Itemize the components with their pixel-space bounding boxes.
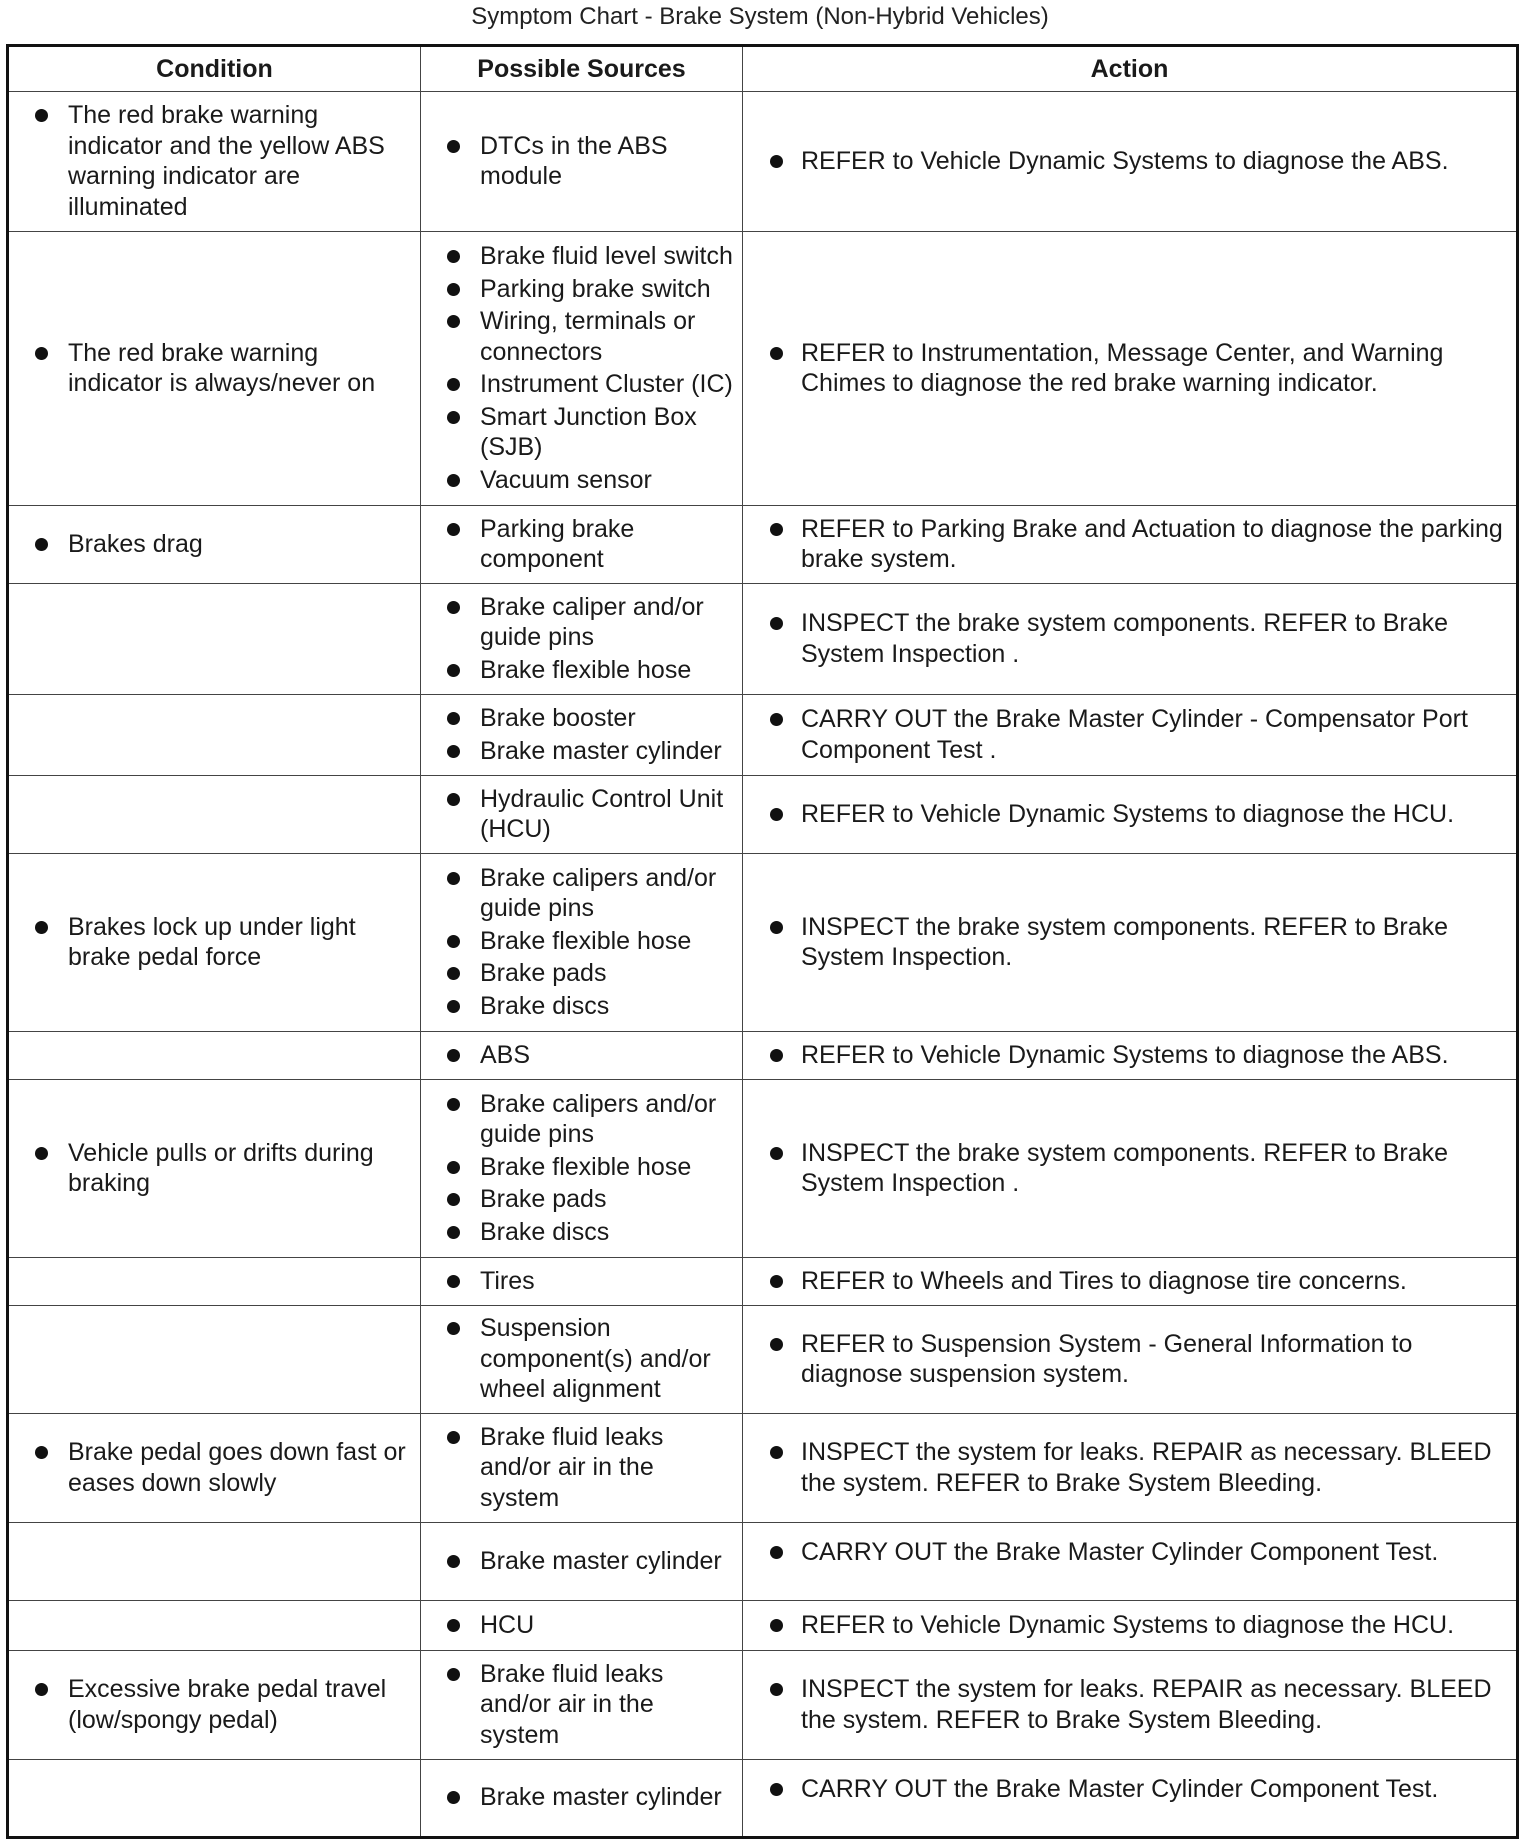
symptom-chart-table bbox=[6, 44, 1519, 1839]
source-item: Instrument Cluster (IC) bbox=[421, 369, 736, 400]
source-item: Brake fluid level switch bbox=[421, 241, 736, 272]
source-item: Brake master cylinder bbox=[421, 1546, 736, 1577]
possible-sources-cell bbox=[421, 1601, 743, 1651]
action-cell bbox=[743, 1032, 1518, 1080]
table-row bbox=[8, 1523, 1518, 1601]
action-text: INSPECT the system for leaks. REPAIR as necessary. BLEED the system. REFER to Brake System Bleeding. bbox=[743, 1674, 1510, 1735]
table-row bbox=[8, 1601, 1518, 1651]
source-item: Brake calipers and/or guide pins bbox=[421, 863, 736, 924]
condition-cell bbox=[8, 1258, 421, 1306]
condition-text: The red brake warning indicator and the yellow ABS warning indicator are illuminated bbox=[9, 100, 414, 222]
source-item: Brake flexible hose bbox=[421, 926, 736, 957]
condition-text: Vehicle pulls or drifts during braking bbox=[9, 1138, 414, 1199]
table-row bbox=[8, 1258, 1518, 1306]
condition-cell bbox=[8, 1414, 421, 1523]
action-text: REFER to Vehicle Dynamic Systems to diagnose the ABS. bbox=[743, 146, 1510, 177]
condition-text: Brakes lock up under light brake pedal force bbox=[9, 912, 414, 973]
condition-text: Brakes drag bbox=[9, 529, 414, 560]
source-item: Brake master cylinder bbox=[421, 736, 736, 767]
action-cell bbox=[743, 1080, 1518, 1258]
action-cell bbox=[743, 1306, 1518, 1414]
possible-sources-cell bbox=[421, 92, 743, 232]
possible-sources-cell bbox=[421, 1651, 743, 1760]
source-item: Brake discs bbox=[421, 1217, 736, 1248]
condition-cell bbox=[8, 232, 421, 506]
table-row bbox=[8, 1306, 1518, 1414]
possible-sources-cell bbox=[421, 1306, 743, 1414]
possible-sources-cell bbox=[421, 776, 743, 854]
action-cell bbox=[743, 1651, 1518, 1760]
source-item: Brake fluid leaks and/or air in the system bbox=[421, 1659, 736, 1751]
action-text: CARRY OUT the Brake Master Cylinder Component Test. bbox=[743, 1537, 1510, 1568]
source-item: Wiring, terminals or connectors bbox=[421, 306, 736, 367]
condition-text: Brake pedal goes down fast or eases down slowly bbox=[9, 1437, 414, 1498]
possible-sources-cell bbox=[421, 1414, 743, 1523]
table-row bbox=[8, 1032, 1518, 1080]
condition-cell bbox=[8, 1601, 421, 1651]
action-text: INSPECT the system for leaks. REPAIR as necessary. BLEED the system. REFER to Brake System Bleeding. bbox=[743, 1437, 1510, 1498]
condition-text: The red brake warning indicator is always/never on bbox=[9, 338, 414, 399]
action-cell bbox=[743, 695, 1518, 776]
source-item: Brake flexible hose bbox=[421, 1152, 736, 1183]
possible-sources-cell bbox=[421, 1523, 743, 1601]
possible-sources-cell bbox=[421, 1760, 743, 1838]
source-item: Brake discs bbox=[421, 991, 736, 1022]
action-cell bbox=[743, 1523, 1518, 1601]
source-item: Brake pads bbox=[421, 1184, 736, 1215]
table-row bbox=[8, 584, 1518, 695]
source-item: Brake booster bbox=[421, 703, 736, 734]
possible-sources-cell bbox=[421, 1258, 743, 1306]
action-text: REFER to Parking Brake and Actuation to diagnose the parking brake system. bbox=[743, 514, 1510, 575]
action-cell bbox=[743, 854, 1518, 1032]
condition-cell bbox=[8, 1651, 421, 1760]
header-action: Action bbox=[743, 46, 1518, 92]
source-item: Brake flexible hose bbox=[421, 655, 736, 686]
source-item: Smart Junction Box (SJB) bbox=[421, 402, 736, 463]
source-item: ABS bbox=[421, 1040, 736, 1071]
table-row bbox=[8, 1080, 1518, 1258]
action-text: INSPECT the brake system components. REFER to Brake System Inspection . bbox=[743, 1138, 1510, 1199]
condition-cell bbox=[8, 695, 421, 776]
condition-cell bbox=[8, 1080, 421, 1258]
possible-sources-cell bbox=[421, 232, 743, 506]
source-item: Parking brake switch bbox=[421, 274, 736, 305]
table-row bbox=[8, 776, 1518, 854]
possible-sources-cell bbox=[421, 506, 743, 584]
chart-title: Symptom Chart - Brake System (Non-Hybrid Vehicles) bbox=[471, 3, 1049, 30]
action-cell bbox=[743, 1760, 1518, 1838]
source-item: Parking brake component bbox=[421, 514, 736, 575]
condition-cell bbox=[8, 1032, 421, 1080]
action-text: REFER to Vehicle Dynamic Systems to diagnose the HCU. bbox=[743, 1610, 1510, 1641]
action-cell bbox=[743, 776, 1518, 854]
action-cell bbox=[743, 506, 1518, 584]
possible-sources-cell bbox=[421, 1080, 743, 1258]
action-cell bbox=[743, 584, 1518, 695]
action-text: CARRY OUT the Brake Master Cylinder Component Test. bbox=[743, 1774, 1510, 1805]
condition-cell bbox=[8, 854, 421, 1032]
action-text: REFER to Wheels and Tires to diagnose tire concerns. bbox=[743, 1266, 1510, 1297]
table-row bbox=[8, 1651, 1518, 1760]
condition-cell bbox=[8, 584, 421, 695]
source-item: Brake master cylinder bbox=[421, 1782, 736, 1813]
source-item: Brake calipers and/or guide pins bbox=[421, 1089, 736, 1150]
condition-cell bbox=[8, 776, 421, 854]
possible-sources-cell bbox=[421, 854, 743, 1032]
source-item: Brake caliper and/or guide pins bbox=[421, 592, 736, 653]
possible-sources-cell bbox=[421, 1032, 743, 1080]
source-item: Suspension component(s) and/or wheel alignment bbox=[421, 1313, 736, 1405]
action-text: REFER to Instrumentation, Message Center, and Warning Chimes to diagnose the red brake warning indicator. bbox=[743, 338, 1510, 399]
action-text: REFER to Vehicle Dynamic Systems to diagnose the HCU. bbox=[743, 799, 1510, 830]
condition-cell bbox=[8, 92, 421, 232]
action-cell bbox=[743, 92, 1518, 232]
action-cell bbox=[743, 1414, 1518, 1523]
condition-cell bbox=[8, 1760, 421, 1838]
table-row bbox=[8, 1760, 1518, 1838]
header-condition: Condition bbox=[8, 46, 421, 92]
action-text: INSPECT the brake system components. REFER to Brake System Inspection. bbox=[743, 912, 1510, 973]
condition-cell bbox=[8, 1306, 421, 1414]
condition-text: Excessive brake pedal travel (low/spongy pedal) bbox=[9, 1674, 414, 1735]
action-cell bbox=[743, 1601, 1518, 1651]
table-row bbox=[8, 1414, 1518, 1523]
possible-sources-cell bbox=[421, 584, 743, 695]
source-item: Tires bbox=[421, 1266, 736, 1297]
table-row bbox=[8, 92, 1518, 232]
source-item: Vacuum sensor bbox=[421, 465, 736, 496]
source-item: Hydraulic Control Unit (HCU) bbox=[421, 784, 736, 845]
action-cell bbox=[743, 1258, 1518, 1306]
source-item: Brake fluid leaks and/or air in the system bbox=[421, 1422, 736, 1514]
table-row bbox=[8, 695, 1518, 776]
condition-cell bbox=[8, 506, 421, 584]
action-text: CARRY OUT the Brake Master Cylinder - Compensator Port Component Test . bbox=[743, 704, 1510, 765]
action-text: REFER to Suspension System - General Information to diagnose suspension system. bbox=[743, 1329, 1510, 1390]
table-row bbox=[8, 854, 1518, 1032]
condition-cell bbox=[8, 1523, 421, 1601]
header-possible-sources: Possible Sources bbox=[421, 46, 743, 92]
action-cell bbox=[743, 232, 1518, 506]
source-item: HCU bbox=[421, 1610, 736, 1641]
table-row bbox=[8, 232, 1518, 506]
possible-sources-cell bbox=[421, 695, 743, 776]
source-item: DTCs in the ABS module bbox=[421, 131, 736, 192]
table-row bbox=[8, 506, 1518, 584]
chart-body bbox=[8, 92, 1518, 1838]
action-text: REFER to Vehicle Dynamic Systems to diagnose the ABS. bbox=[743, 1040, 1510, 1071]
header-row bbox=[8, 46, 1518, 92]
action-text: INSPECT the brake system components. REFER to Brake System Inspection . bbox=[743, 608, 1510, 669]
source-item: Brake pads bbox=[421, 958, 736, 989]
